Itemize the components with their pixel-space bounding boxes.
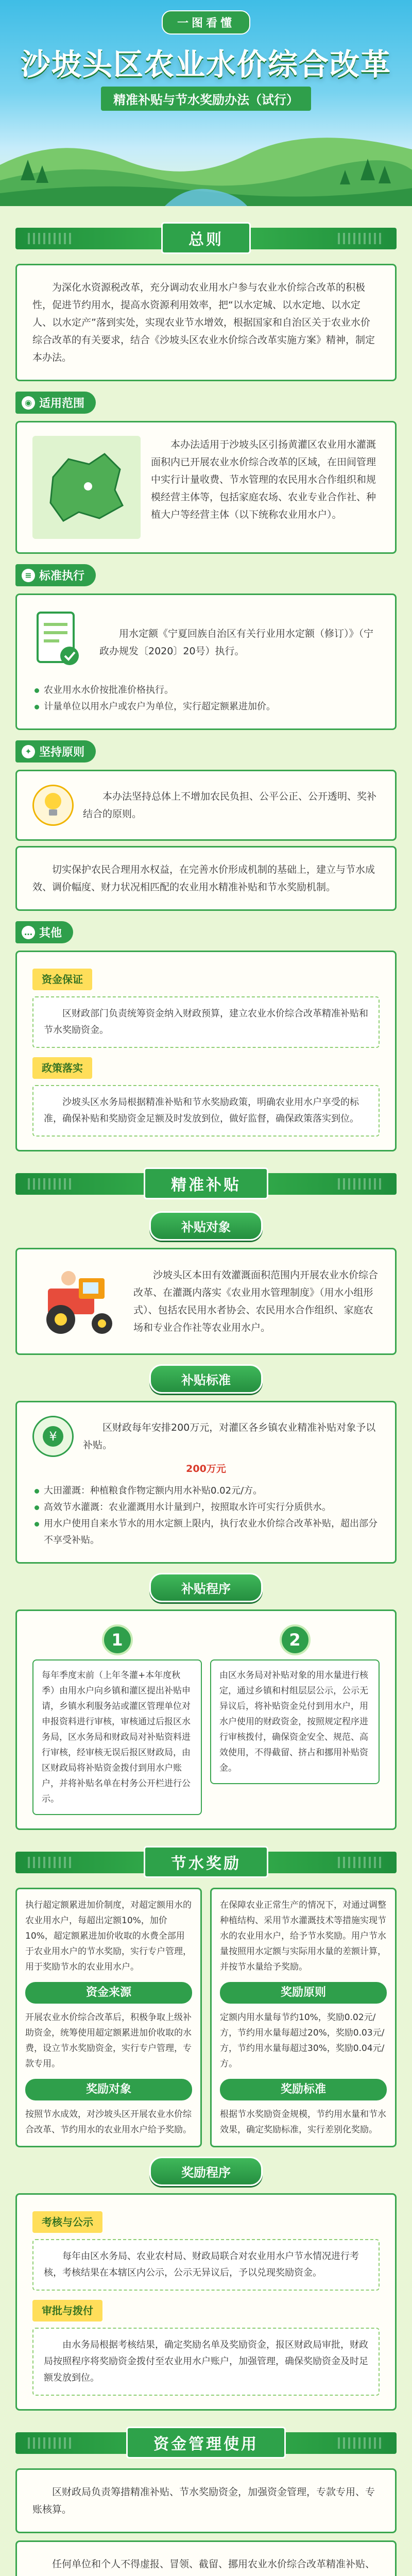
list-item: 计量单位以用水户或农户为单位，实行超定额累进加价。 [32, 699, 380, 715]
reward-target-text: 按照节水成效，对沙坡头区开展农业水价综合改革、节约用水的农业用水户给予奖励。 [25, 2109, 192, 2135]
subsidy-amount: 200万元 [186, 1463, 226, 1475]
document-icon [32, 608, 89, 676]
step-number: 1 [102, 1624, 133, 1655]
step-text: 由区水务局对补贴对象的用水量进行核定，通过乡镇和村组层层公示，公示无异议后，将补贴资金兑付到用水户，用水户使用的财政资金，按照规定程序进行审核拨付，确保资金安全、规范、高效使用，不得截留、挤占和挪用补贴资金。 [210, 1659, 380, 1784]
standard-text: 用水定额《宁夏回族自治区有关行业用水定额（修订）》（宁政办规发〔2020〕20号）执行。 [99, 628, 374, 657]
list-item: 高效节水灌溉：农业灌溉用水计量到户，按照取水许可实行分质供水。 [32, 1499, 380, 1516]
policy-text: 沙坡头区水务局根据精准补贴和节水奖励政策，明确农业用水户享受的标准，确保补贴和奖励资金足额及时发放到位，做好监督，确保政策落实到位。 [32, 1085, 380, 1137]
reward-right-card [210, 1888, 397, 2147]
scope-subheading [15, 392, 96, 414]
reward-left-text: 执行超定额累进加价制度，对超定额用水的农业用水户，每超出定额10%，加价10%，超定额累进加价收取的水费全部用于农业用水户的节水奖励，实行专户管理，用于奖励节水的农业用水户。 [25, 1900, 192, 1972]
fund-source-title: 资金来源 [25, 1982, 192, 2004]
list-item: 农业用水水价按批准价格执行。 [32, 682, 380, 699]
list-item: 用水户使用自来水节水的用水定额上限内，执行农业水价综合改革补贴，超出部分不享受补贴。 [32, 1516, 380, 1549]
hero-badge: 一图看懂 [162, 10, 250, 35]
reward-principle-title: 奖励原则 [220, 1982, 387, 2004]
subsidy-target-card [15, 1248, 397, 1355]
location-pin-icon: ◉ [22, 396, 35, 410]
pay-text: 由水务局根据考核结果，确定奖励名单及奖励资金，报区财政局审批，财政局按照程序将奖励资金拨付至农业用水户账户，加强管理，确保奖励资金及时足额发放到位。 [32, 2328, 380, 2396]
svg-text:¥: ¥ [49, 1429, 57, 1444]
subsidy-standard-card [15, 1401, 397, 1564]
reward-intro-row [15, 1888, 397, 2147]
process-step [32, 1624, 202, 1815]
section-heading-reward [15, 1843, 397, 1880]
list-item: 大田灌溉：种植粮食作物定额内用水补贴0.02元/方。 [32, 1483, 380, 1499]
principle-extra-text: 切实保护农民合理用水权益，在完善水价形成机制的基础上，建立与节水成效、调价幅度、财力状况相匹配的农业用水精准补贴和节水奖励机制。 [32, 864, 375, 893]
management-card-2 [15, 2540, 397, 2576]
reward-standard-title: 奖励标准 [220, 2079, 387, 2100]
subsidy-standard-pill: 补贴标准 [149, 1364, 263, 1394]
section-heading-subsidy [15, 1165, 397, 1202]
lightbulb-icon [32, 785, 74, 826]
money-icon [32, 1416, 74, 1457]
scope-card [15, 421, 397, 554]
overview-heading: 总则 [161, 222, 251, 254]
subsidy-process-pill: 补贴程序 [149, 1573, 263, 1602]
reward-target-title: 奖励对象 [25, 2079, 192, 2100]
management-heading: 资金管理使用 [126, 2427, 286, 2459]
subsidy-process-card [15, 1609, 397, 1830]
fund-source-text: 开展农业水价综合改革后，积极争取上级补助资金，统筹使用超定额累进加价收取的水费，设立节水奖励资金，实行专户管理，专款专用。 [25, 2012, 192, 2069]
principle-text: 本办法坚持总体上不增加农民负担、公平公正、公开透明、奖补结合的原则。 [83, 791, 377, 820]
policy-tag: 政策落实 [32, 1057, 92, 1079]
reward-principle-text: 定额内用水量每节约10%，奖励0.02元/方，节约用水量每超过20%，奖励0.03元/方，节约用水量每超过30%，奖励0.04元/方。 [220, 2012, 385, 2069]
subsidy-target-text: 沙坡头区本田有效灌溉面积范围内开展农业水价综合改革、在灌溉内落实《农业用水管理制度》（用水小组形式）、包括农民用水者协会、农民用水合作组织、家庭农场和专业合作社等农业用水户。 [133, 1269, 379, 1333]
standard-subheading [15, 564, 96, 586]
district-map-icon [32, 436, 141, 539]
reward-standard-text: 根据节水奖励资金规模，节约用水量和节水效果，确定奖励标准，实行差别化奖励。 [220, 2109, 386, 2135]
hero-banner [0, 0, 412, 206]
management-paragraph: 区财政局负责筹措精准补贴、节水奖励资金，加强资金管理，专款专用、专账核算。 [32, 2486, 375, 2515]
ruler-icon: ≡ [22, 569, 35, 582]
funding-tag: 资金保证 [32, 969, 92, 990]
overview-card [15, 264, 397, 381]
reward-process-card [15, 2193, 397, 2411]
principle-extra-card [15, 846, 397, 911]
subsidy-heading: 精准补贴 [144, 1167, 268, 1199]
check-tag: 考核与公示 [32, 2211, 102, 2233]
management-card-1 [15, 2468, 397, 2533]
reward-process-pill: 奖励程序 [149, 2157, 263, 2186]
hero-title: 沙坡头区农业水价综合改革 [20, 47, 391, 82]
subsidy-standard-text: 区财政每年安排200万元，对灌区各乡镇农业精准补贴对象予以补贴。 [83, 1422, 376, 1451]
more-icon: … [22, 926, 35, 939]
handshake-icon: ✦ [22, 745, 35, 758]
standard-bullets [32, 682, 380, 715]
step-number: 2 [280, 1624, 311, 1655]
hero-subtitle: 精准补贴与节水奖励办法（试行） [101, 87, 311, 111]
standard-title: 标准执行 [39, 570, 85, 583]
scope-title: 适用范围 [39, 397, 85, 410]
subsidy-target-pill: 补贴对象 [149, 1211, 263, 1241]
principle-title: 坚持原则 [39, 746, 85, 759]
management-paragraph: 任何单位和个人不得虚报、冒领、截留、挪用农业水价综合改革精准补贴、 [52, 2558, 375, 2570]
tractor-icon [32, 1263, 125, 1340]
principle-subheading [15, 740, 96, 762]
reward-left-card [15, 1888, 202, 2147]
other-card [15, 951, 397, 1151]
other-subheading [15, 921, 73, 943]
process-step [210, 1624, 380, 1815]
landscape-illustration [0, 103, 412, 206]
standard-card [15, 594, 397, 730]
check-text: 每年由区水务局、农业农村局、财政局联合对农业用水户节水情况进行考核，考核结果在本辖区内公示，公示无异议后，予以兑现奖励资金。 [32, 2239, 380, 2291]
step-text: 每年季度末前（上年冬灌+本年度秋季）由用水户向乡镇和灌区提出补贴申请，乡镇水利服务站或灌区管理单位对申报资料进行审核，审核通过后报区水务局，区水务局和财政局对补贴资料进行审核，经审核无误后报区财政局，由区财政局将补贴资金拨付到用水户账户，并将补贴名单在村务公开栏进行公示。 [32, 1659, 202, 1815]
section-heading-management [15, 2424, 397, 2461]
pay-tag: 审批与拨付 [32, 2300, 102, 2321]
subsidy-notes [32, 1483, 380, 1549]
reward-heading: 节水奖励 [144, 1846, 268, 1878]
section-heading-overview [15, 219, 397, 257]
other-title: 其他 [39, 927, 62, 940]
principle-card [15, 770, 397, 841]
scope-text: 本办法适用于沙坡头区引扬黄灌区农业用水灌溉面积内已开展农业水价综合改革的区域，在田间管理中实行计量收费、节水管理的农民用水合作组织和规模经营主体等，包括家庭农场、农业专业合作社、种植大户等经营主体（以下统称农业用水户）。 [151, 439, 376, 520]
overview-text: 为深化水资源税改革，充分调动农业用水户参与农业水价综合改革的积极性，促进节约用水，提高水资源利用效率，把“以水定城、以水定地、以水定人、以水定产”落到实处，实现农业节水增效，根据国家和自治区关于农业水价综合改革的有关要求，结合《沙坡头区农业水价综合改革实施方案》精神，制定本办法。 [32, 282, 375, 363]
funding-text: 区财政部门负责统筹资金纳入财政预算，建立农业水价综合改革精准补贴和节水奖励资金。 [32, 996, 380, 1048]
reward-right-text: 在保障农业正常生产的情况下，对通过调整种植结构、采用节水灌溉技术等措施实现节水的农业用水户，给予节水奖励。用户节水量按照用水定额与实际用水量的差额计算，并按节水量给予奖励。 [220, 1900, 386, 1972]
